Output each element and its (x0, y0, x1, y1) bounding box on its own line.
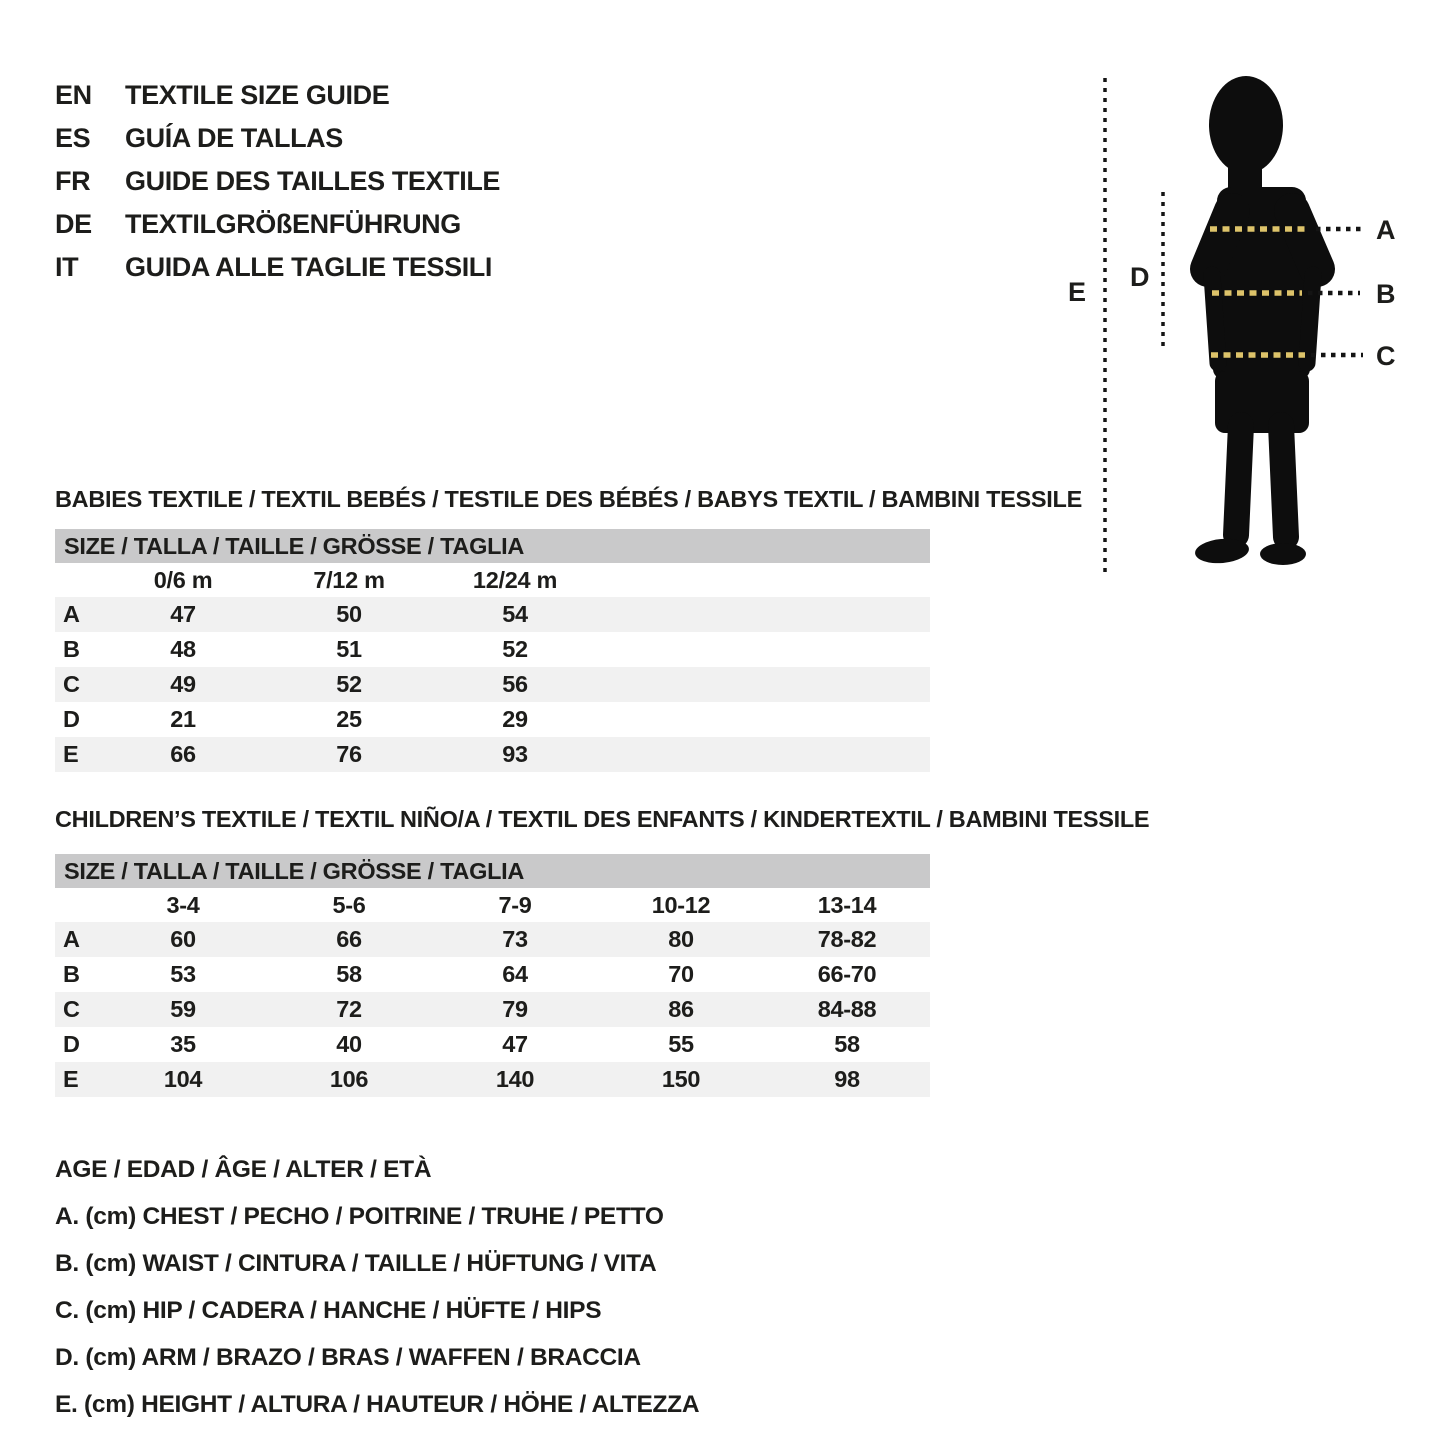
value-cell: 40 (336, 1031, 362, 1057)
value-cell: 29 (502, 706, 528, 732)
language-row-en (55, 74, 500, 117)
row-label: B (63, 636, 80, 662)
legend-line-arm: D. (cm) ARM / BRAZO / BRAS / WAFFEN / BRACCIA (55, 1343, 641, 1371)
figure-label-e: E (1068, 277, 1087, 307)
value-cell: 64 (502, 961, 528, 987)
row-label: A (63, 601, 80, 627)
language-row-it (55, 246, 500, 289)
language-row-de (55, 203, 500, 246)
value-cell: 150 (661, 1066, 701, 1092)
children-section-title: CHILDREN’S TEXTILE / TEXTIL NIÑO/A / TEXTIL DES ENFANTS / KINDERTEXTIL / BAMBINI TESSILE (55, 805, 1150, 832)
silhouette-right-leg (1281, 425, 1286, 537)
silhouette-right-shoe (1260, 543, 1306, 565)
measurement-legend (55, 1146, 699, 1428)
table-row-e (55, 1062, 930, 1097)
children-size-header-bar: SIZE / TALLA / TAILLE / GRÖSSE / TAGLIA (55, 854, 930, 888)
legend-line-waist: B. (cm) WAIST / CINTURA / TAILLE / HÜFTUNG / VITA (55, 1249, 657, 1277)
column-header: 3-4 (166, 891, 200, 918)
language-title: TEXTILE SIZE GUIDE (125, 80, 390, 110)
value-cell: 48 (170, 636, 196, 662)
table-row-b (55, 957, 930, 992)
value-cell: 70 (668, 961, 694, 987)
table-row-d (55, 1027, 930, 1062)
value-cell: 86 (668, 996, 694, 1022)
value-cell: 54 (502, 601, 528, 627)
column-header: 7/12 m (313, 566, 385, 593)
value-cell: 52 (336, 671, 362, 697)
column-header: 13-14 (817, 891, 877, 918)
value-cell: 52 (502, 636, 528, 662)
babies-size-table (55, 529, 930, 772)
child-silhouette (1194, 76, 1317, 565)
value-cell: 47 (170, 601, 196, 627)
language-code: EN (55, 80, 92, 110)
babies-section-title: BABIES TEXTILE / TEXTIL BEBÉS / TESTILE DES BÉBÉS / BABYS TEXTIL / BAMBINI TESSILE (55, 485, 1082, 512)
value-cell: 66-70 (817, 961, 877, 987)
legend-line-hip: C. (cm) HIP / CADERA / HANCHE / HÜFTE / HIPS (55, 1296, 602, 1324)
row-label: B (63, 961, 80, 987)
table-row-c (55, 992, 930, 1027)
child-measurement-figure (1060, 70, 1410, 580)
figure-label-d: D (1130, 262, 1150, 292)
value-cell: 78-82 (817, 926, 877, 952)
silhouette-left-leg (1236, 425, 1241, 535)
row-label: A (63, 926, 80, 952)
language-row-fr (55, 160, 500, 203)
value-cell: 53 (170, 961, 196, 987)
figure-label-a: A (1376, 215, 1396, 245)
table-row-e (55, 737, 930, 772)
value-cell: 79 (502, 996, 528, 1022)
value-cell: 104 (163, 1066, 203, 1092)
table-row-a (55, 922, 930, 957)
value-cell: 106 (329, 1066, 369, 1092)
value-cell: 72 (336, 996, 362, 1022)
figure-label-b: B (1376, 279, 1396, 309)
value-cell: 93 (502, 741, 528, 767)
value-cell: 56 (502, 671, 528, 697)
value-cell: 76 (336, 741, 362, 767)
value-cell: 51 (336, 636, 362, 662)
row-label: C (63, 996, 80, 1022)
column-header: 5-6 (332, 891, 366, 918)
language-title: GUÍA DE TALLAS (125, 123, 343, 153)
value-cell: 98 (834, 1066, 860, 1092)
value-cell: 80 (668, 926, 694, 952)
value-cell: 35 (170, 1031, 196, 1057)
value-cell: 84-88 (817, 996, 877, 1022)
babies-size-header-bar: SIZE / TALLA / TAILLE / GRÖSSE / TAGLIA (55, 529, 930, 563)
language-code: DE (55, 209, 92, 239)
column-header: 7-9 (498, 891, 532, 918)
language-code: IT (55, 252, 79, 282)
language-code: ES (55, 123, 91, 153)
row-label: E (63, 741, 79, 767)
language-row-es (55, 117, 500, 160)
row-label: D (63, 706, 80, 732)
value-cell: 47 (502, 1031, 528, 1057)
value-cell: 73 (502, 926, 528, 952)
value-cell: 50 (336, 601, 362, 627)
value-cell: 66 (170, 741, 196, 767)
table-row-b (55, 632, 930, 667)
silhouette-left-sleeve (1208, 211, 1232, 269)
silhouette-right-arm (1307, 275, 1313, 363)
children-size-table (55, 854, 930, 1097)
value-cell: 60 (170, 926, 196, 952)
row-label: E (63, 1066, 79, 1092)
babies-column-header-row (55, 563, 930, 597)
table-row-a (55, 597, 930, 632)
value-cell: 58 (336, 961, 362, 987)
row-label: C (63, 671, 80, 697)
table-row-c (55, 667, 930, 702)
table-row-d (55, 702, 930, 737)
column-header: 10-12 (651, 891, 711, 918)
language-code: FR (55, 166, 91, 196)
figure-label-c: C (1376, 341, 1396, 371)
value-cell: 66 (336, 926, 362, 952)
value-cell: 25 (336, 706, 362, 732)
value-cell: 55 (668, 1031, 694, 1057)
language-title: GUIDE DES TAILLES TEXTILE (125, 166, 501, 196)
value-cell: 21 (170, 706, 196, 732)
children-column-header-row (55, 888, 930, 922)
silhouette-right-sleeve (1292, 211, 1317, 269)
language-title: GUIDA ALLE TAGLIE TESSILI (125, 252, 492, 282)
column-header: 12/24 m (472, 566, 558, 593)
value-cell: 140 (495, 1066, 535, 1092)
column-header: 0/6 m (153, 566, 213, 593)
value-cell: 59 (170, 996, 196, 1022)
silhouette-left-arm (1212, 275, 1218, 363)
value-cell: 49 (170, 671, 196, 697)
legend-line-height: E. (cm) HEIGHT / ALTURA / HAUTEUR / HÖHE / ALTEZZA (55, 1390, 700, 1418)
row-label: D (63, 1031, 80, 1057)
legend-line-age: AGE / EDAD / ÂGE / ALTER / ETÀ (55, 1155, 432, 1183)
legend-line-chest: A. (cm) CHEST / PECHO / POITRINE / TRUHE / PETTO (55, 1202, 664, 1230)
value-cell: 58 (834, 1031, 860, 1057)
language-title: TEXTILGRÖßENFÜHRUNG (125, 209, 461, 239)
language-title-list (55, 74, 500, 289)
